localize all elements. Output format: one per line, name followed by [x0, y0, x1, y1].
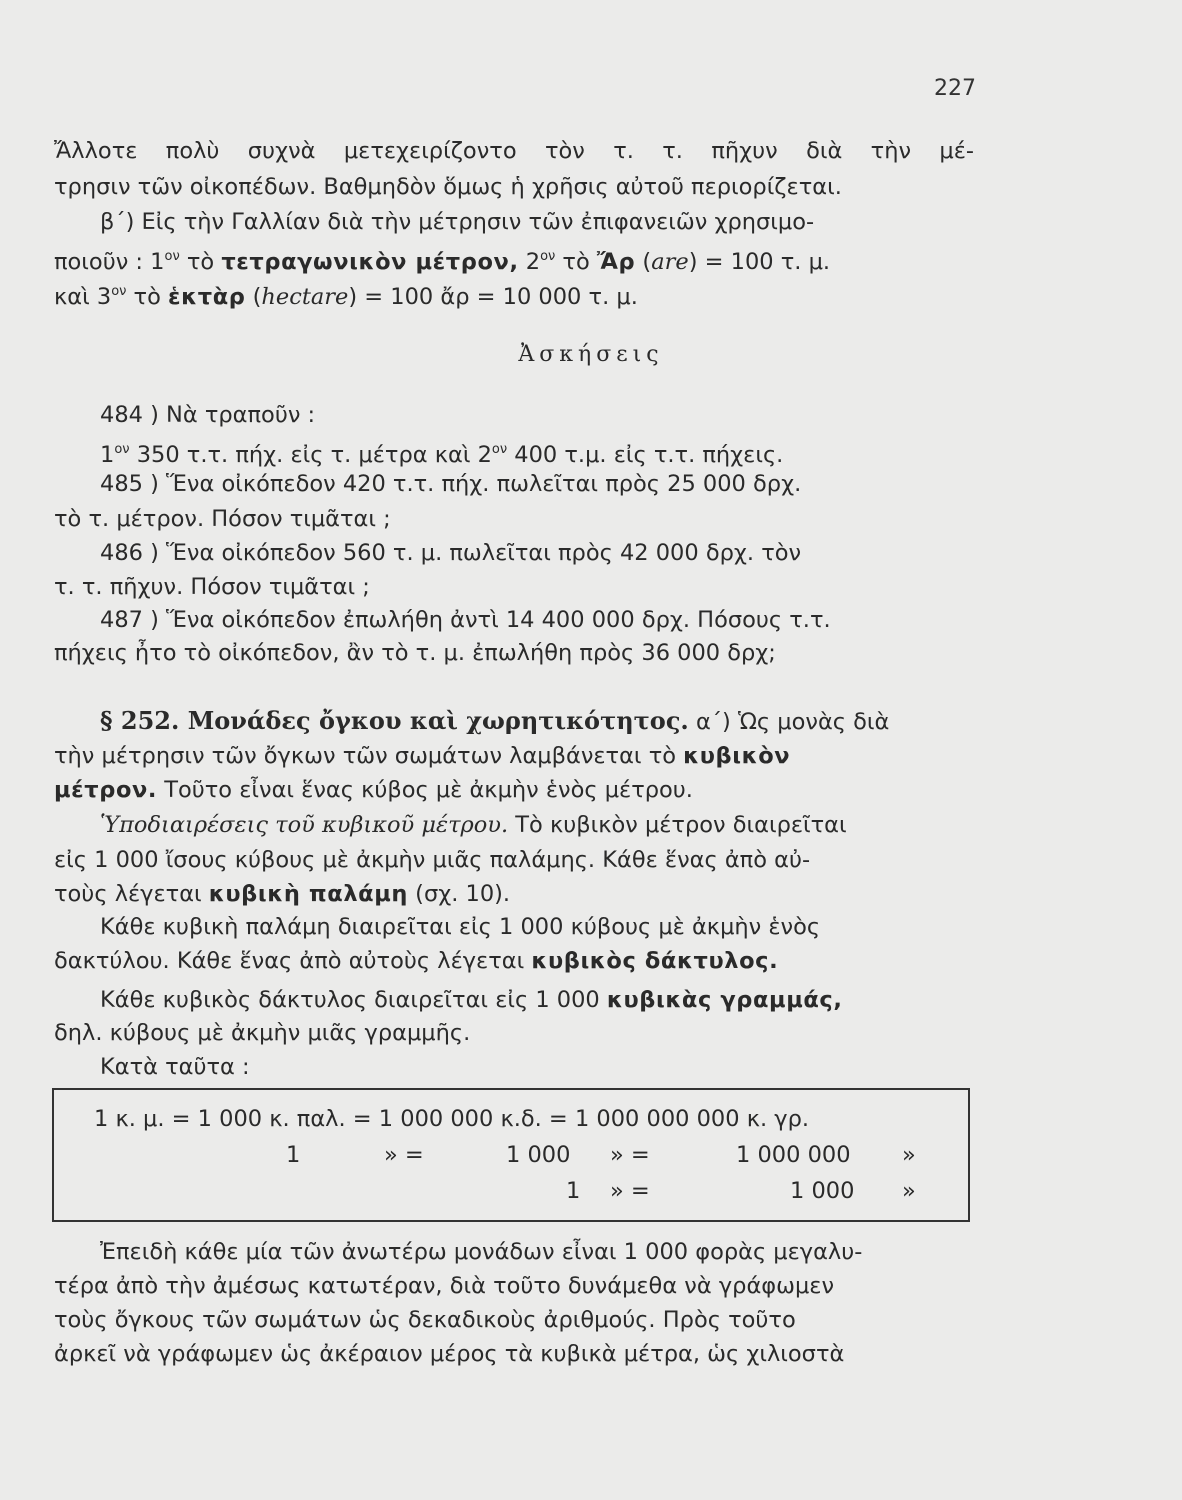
text-line: πήχεις ἦτο τὸ οἰκόπεδον, ἂν τὸ τ. μ. ἐπωλήθη πρὸς 36 000 δρχ;: [54, 640, 776, 666]
equation-row-1: 1 κ. μ. = 1 000 κ. παλ. = 1 000 000 κ.δ. = 1 000 000 000 κ. γρ.: [94, 1106, 810, 1132]
section-title: § 252. Μονάδες ὄγκου καὶ χωρητικότητος.: [100, 706, 689, 735]
text-line: δηλ. κύβους μὲ ἀκμὴν μιᾶς γραμμῆς.: [54, 1020, 471, 1046]
exercise-484: 484 ) Νὰ τραποῦν :: [100, 402, 316, 428]
text-line: Κατὰ ταῦτα :: [100, 1054, 250, 1080]
text-line: Ἐπειδὴ κάθε μία τῶν ἀνωτέρω μονάδων εἶναι 1 000 φορὰς μεγαλυ-: [100, 1239, 863, 1265]
text-line: Κάθε κυβικὸς δάκτυλος διαιρεῖται εἰς 1 000 κυβικὰς γραμμάς,: [100, 987, 843, 1013]
text-line: δακτύλου. Κάθε ἕνας ἀπὸ αὐτοὺς λέγεται κυβικὸς δάκτυλος.: [54, 948, 779, 974]
text-line: τοὺς λέγεται κυβικὴ παλάμη (σχ. 10).: [54, 881, 511, 907]
text-line: τὴν μέτρησιν τῶν ὄγκων τῶν σωμάτων λαμβάνεται τὸ κυβικὸν: [54, 743, 791, 769]
exercises-heading: Ἀσκήσεις: [518, 342, 664, 367]
text-line: β΄) Εἰς τὴν Γαλλίαν διὰ τὴν μέτρησιν τῶν ἐπιφανειῶν χρησιμο-: [100, 209, 815, 235]
term-hectare: ἑκτὰρ: [168, 284, 246, 310]
text-line: $1^{o\nu}$ 350 τ.τ. πήχ. εἰς τ. μέτρα καὶ $2^{o\nu}$ 400 τ.μ. εἰς τ.τ. πήχεις.: [100, 442, 784, 468]
text-line: ἀρκεῖ νὰ γράφωμεν ὡς ἀκέραιον μέρος τὰ κυβικὰ μέτρα, ὡς χιλιοστὰ: [54, 1341, 845, 1367]
section-252-heading: § 252. Μονάδες ὄγκου καὶ χωρητικότητος. α΄) Ὡς μονὰς διὰ: [100, 706, 890, 735]
text-line: τοὺς ὄγκους τῶν σωμάτων ὡς δεκαδικοὺς ἀριθμούς. Πρὸς τοῦτο: [54, 1307, 796, 1333]
subdivisions-italic: Ὑποδιαιρέσεις τοῦ κυβικοῦ μέτρου.: [100, 812, 509, 838]
text-line: τ. τ. πῆχυν. Πόσον τιμᾶται ;: [54, 574, 370, 600]
text-line: Κάθε κυβικὴ παλάμη διαιρεῖται εἰς 1 000 κύβους μὲ ἀκμὴν ἑνὸς: [100, 914, 821, 940]
text-line: εἰς 1 000 ἴσους κύβους μὲ ἀκμὴν μιᾶς παλάμης. Κάθε ἕνας ἀπὸ αὐ-: [54, 847, 811, 873]
text-line: Ἄλλοτε πολὺ συχνὰ μετεχειρίζοντο τὸν τ. τ. πῆχυν διὰ τὴν μέ-: [54, 138, 974, 164]
text-line: Ὑποδιαιρέσεις τοῦ κυβικοῦ μέτρου. Τὸ κυβικὸν μέτρον διαιρεῖται: [100, 812, 847, 838]
term-are: Ἄρ: [596, 249, 636, 275]
text-line: ποιοῦν : $1^{o\nu}$ τὸ τετραγωνικὸν μέτρον, $2^{o\nu}$ τὸ Ἄρ (are) = 100 τ. μ.: [54, 249, 831, 275]
text-line: μέτρον. Τοῦτο εἶναι ἕνας κύβος μὲ ἀκμὴν ἑνὸς μέτρου.: [54, 777, 693, 803]
text-line: τέρα ἀπὸ τὴν ἀμέσως κατωτέραν, διὰ τοῦτο δυνάμεθα νὰ γράφωμεν: [54, 1273, 835, 1299]
text-line: τὸ τ. μέτρον. Πόσον τιμᾶται ;: [54, 506, 391, 532]
text-line: τρησιν τῶν οἰκοπέδων. Βαθμηδὸν ὅμως ἡ χρῆσις αὐτοῦ περιορίζεται.: [54, 174, 842, 200]
term-square-metre: τετραγωνικὸν μέτρον,: [221, 249, 519, 275]
text-line: καὶ $3^{o\nu}$ τὸ ἑκτὰρ (hectare) = 100 ἄρ = 10 000 τ. μ.: [54, 284, 638, 310]
page-number: 227: [934, 76, 976, 101]
exercise-485: 485 ) Ἕνα οἰκόπεδον 420 τ.τ. πήχ. πωλεῖται πρὸς 25 000 δρχ.: [100, 471, 802, 497]
equation-row-3-value: 1: [566, 1178, 581, 1204]
exercise-487: 487 ) Ἕνα οἰκόπεδον ἐπωλήθη ἀντὶ 14 400 000 δρχ. Πόσους τ.τ.: [100, 607, 831, 633]
conversion-box: 1 κ. μ. = 1 000 κ. παλ. = 1 000 000 κ.δ. = 1 000 000 000 κ. γρ. 1 » = 1 000 » = 1 000 000 » 1 » = 1 000 »: [52, 1088, 970, 1222]
exercise-486: 486 ) Ἕνα οἰκόπεδον 560 τ. μ. πωλεῖται πρὸς 42 000 δρχ. τὸν: [100, 540, 802, 566]
equation-row-2-value: 1: [286, 1142, 301, 1168]
